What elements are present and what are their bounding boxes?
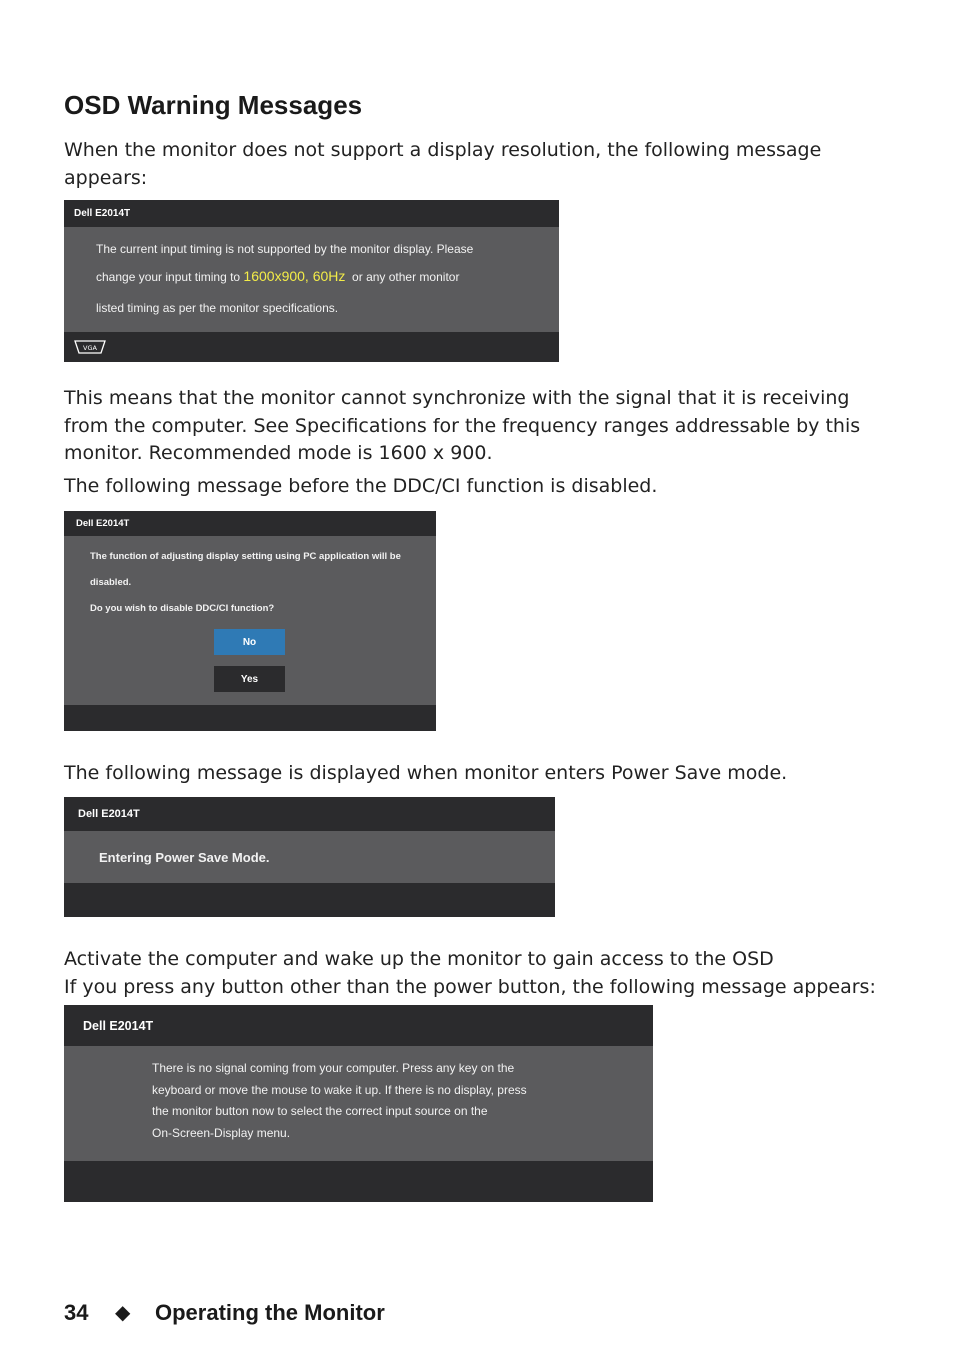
osd-footer <box>64 883 555 917</box>
osd-message-line: There is no signal coming from your computer. Press any key on the <box>152 1061 515 1075</box>
osd-text-segment: or any other monitor <box>345 270 460 284</box>
osd-message-line: On-Screen-Display menu. <box>152 1126 291 1140</box>
diamond-separator-icon: ◆ <box>115 1302 131 1324</box>
osd-text-segment: change your input timing to <box>96 270 244 284</box>
osd-message-line: listed timing as per the monitor specifications. <box>96 301 339 315</box>
osd-message-line <box>96 268 459 284</box>
osd-message-line: The function of adjusting display setting using PC application will be <box>90 551 401 562</box>
osd-message-line: disabled. <box>90 577 132 588</box>
no-button[interactable]: No <box>214 629 285 655</box>
wake-instruction-line: Activate the computer and wake up the monitor to gain access to the OSD <box>64 948 774 970</box>
osd-message-line: Do you wish to disable DDC/CI function? <box>90 603 275 614</box>
power-save-message: Entering Power Save Mode. <box>99 850 270 865</box>
recommended-timing-highlight: 1600x900, 60Hz <box>243 268 346 284</box>
osd-header <box>64 797 555 831</box>
osd-model-label: Dell E2014T <box>83 1019 154 1033</box>
osd-message-line: keyboard or move the mouse to wake it up. If there is no display, press <box>152 1083 527 1097</box>
svg-text:VGA: VGA <box>83 344 97 352</box>
osd-footer <box>64 1161 653 1202</box>
page-number: 34 <box>64 1300 89 1325</box>
power-save-intro-paragraph: The following message is displayed when monitor enters Power Save mode. <box>64 762 788 784</box>
vga-connector-icon <box>74 340 106 359</box>
osd-model-label: Dell E2014T <box>76 518 130 529</box>
osd-message-line: the monitor button now to select the correct input source on the <box>152 1104 488 1118</box>
osd-header <box>64 1005 653 1046</box>
osd-ddc-ci-dialog <box>64 511 436 731</box>
sync-explanation-paragraph: This means that the monitor cannot synchronize with the signal that it is receiving from the computer. See Specifications for the frequency ranges addressable by this monitor. Recommended mode is 1600 x 900. <box>64 387 861 464</box>
osd-model-label: Dell E2014T <box>78 808 140 820</box>
osd-unsupported-timing <box>64 200 559 362</box>
osd-header <box>64 511 436 536</box>
page-title: OSD Warning Messages <box>64 90 363 120</box>
osd-footer <box>64 705 436 731</box>
osd-power-save <box>64 797 555 917</box>
yes-button[interactable]: Yes <box>214 666 285 692</box>
osd-header <box>64 200 559 227</box>
osd-message-line: The current input timing is not supported by the monitor display. Please <box>96 242 474 256</box>
ddc-intro-paragraph: The following message before the DDC/CI function is disabled. <box>64 475 658 497</box>
osd-no-signal <box>64 1005 653 1202</box>
button-press-instruction-line: If you press any button other than the power button, the following message appears: <box>64 976 876 998</box>
osd-model-label: Dell E2014T <box>74 208 131 219</box>
osd-footer <box>64 332 559 362</box>
section-title: Operating the Monitor <box>155 1300 385 1325</box>
intro-paragraph: When the monitor does not support a display resolution, the following message appears: <box>64 139 822 189</box>
